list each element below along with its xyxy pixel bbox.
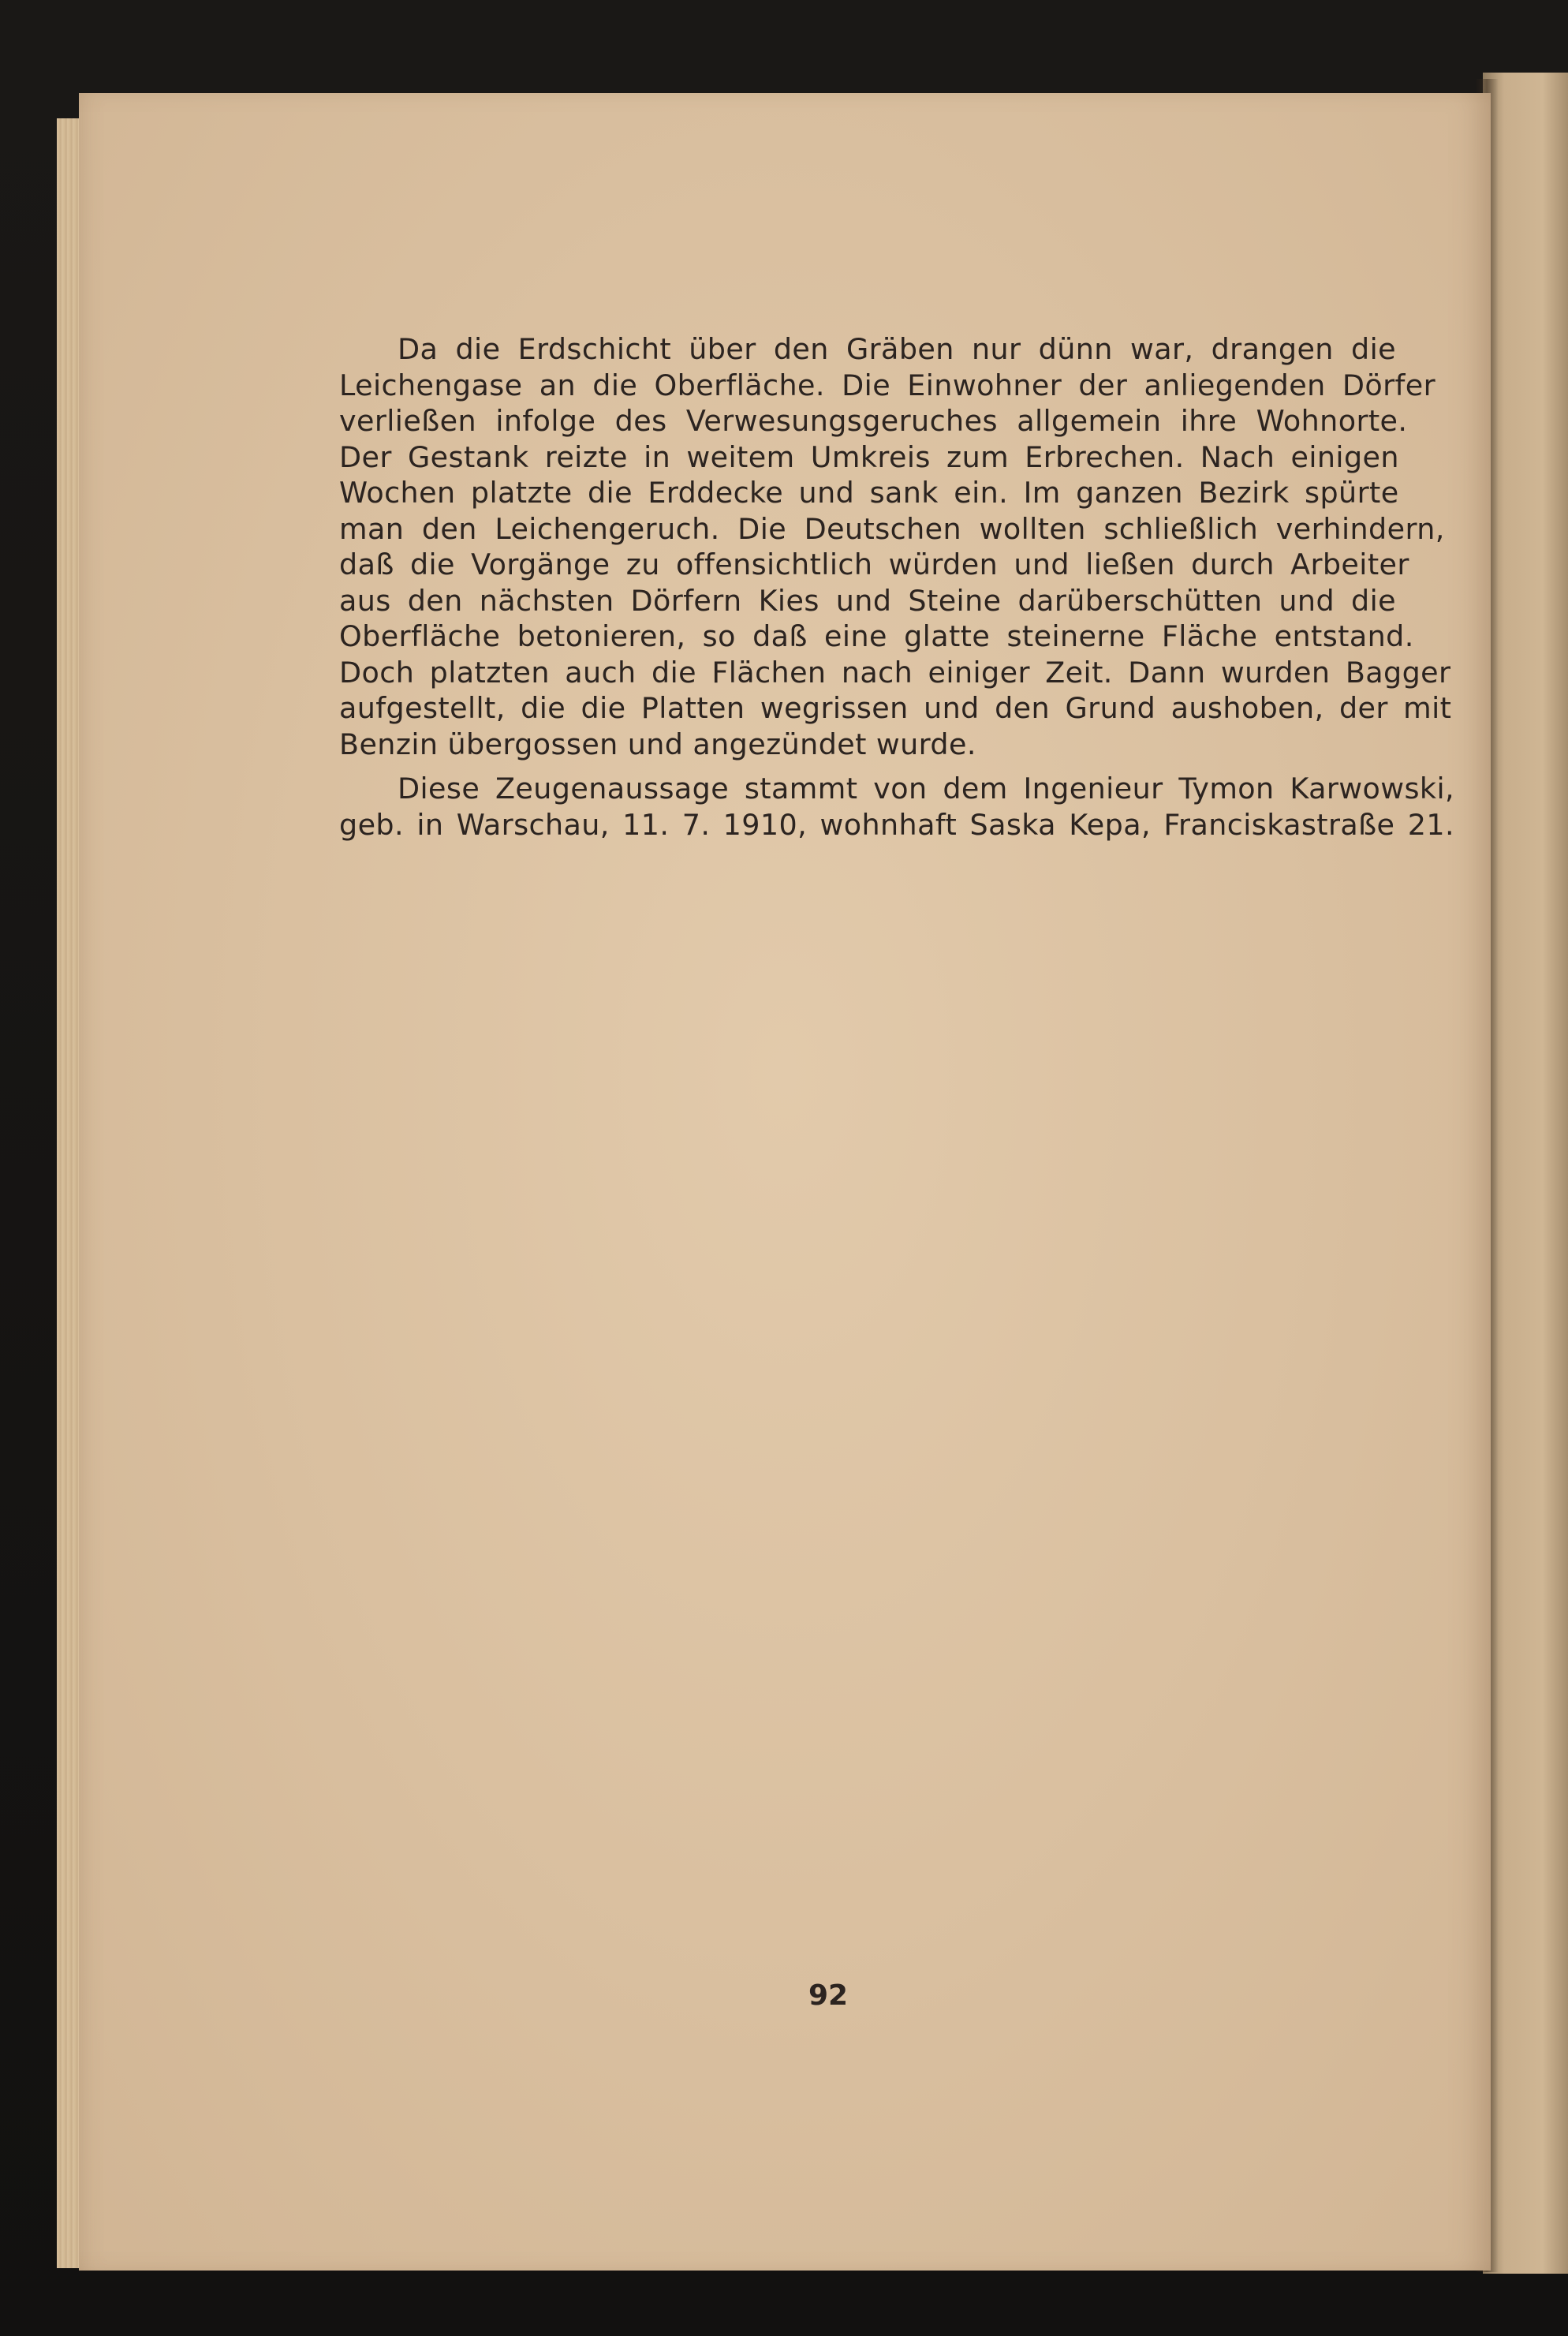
text-line: Der Gestank reizte in weitem Umkreis zum Erbrechen. Nach einigen	[339, 439, 1399, 474]
text-line: Doch platzten auch die Flächen nach einiger Zeit. Dann wurden Bagger	[339, 655, 1451, 690]
body-text	[281, 331, 1454, 851]
text-line: aufgestellt, die die Platten wegrissen und den Grund aushoben, der mit	[339, 691, 1452, 725]
page-number: 92	[808, 1979, 849, 2012]
text-line: Oberfläche betonieren, so daß eine glatte steinerne Fläche entstand.	[339, 619, 1414, 653]
text-line: Benzin übergossen und angezündet wurde.	[339, 727, 976, 761]
text-line: aus den nächsten Dörfern Kies und Steine darüberschütten und die	[339, 583, 1396, 618]
text-line: man den Leichengeruch. Die Deutschen wollten schließlich verhindern,	[339, 511, 1445, 546]
text-line: geb. in Warschau, 11. 7. 1910, wohnhaft Saska Kepa, Franciskastraße 21.	[339, 807, 1454, 842]
text-line: Da die Erdschicht über den Gräben nur dünn war, drangen die	[398, 332, 1396, 366]
text-line: Diese Zeugenaussage stammt von dem Ingenieur Tymon Karwowski,	[398, 772, 1454, 805]
text-line: verließen infolge des Verwesungsgeruches allgemein ihre Wohnorte.	[339, 404, 1408, 438]
text-line: Wochen platzte die Erddecke und sank ein. Im ganzen Bezirk spürte	[339, 476, 1399, 510]
text-line: daß die Vorgänge zu offensichtlich würden und ließen durch Arbeiter	[339, 548, 1409, 581]
text-line: Leichengase an die Oberfläche. Die Einwohner der anliegenden Dörfer	[339, 368, 1436, 402]
paragraph-2	[281, 771, 1454, 843]
paragraph-1	[281, 331, 1452, 762]
